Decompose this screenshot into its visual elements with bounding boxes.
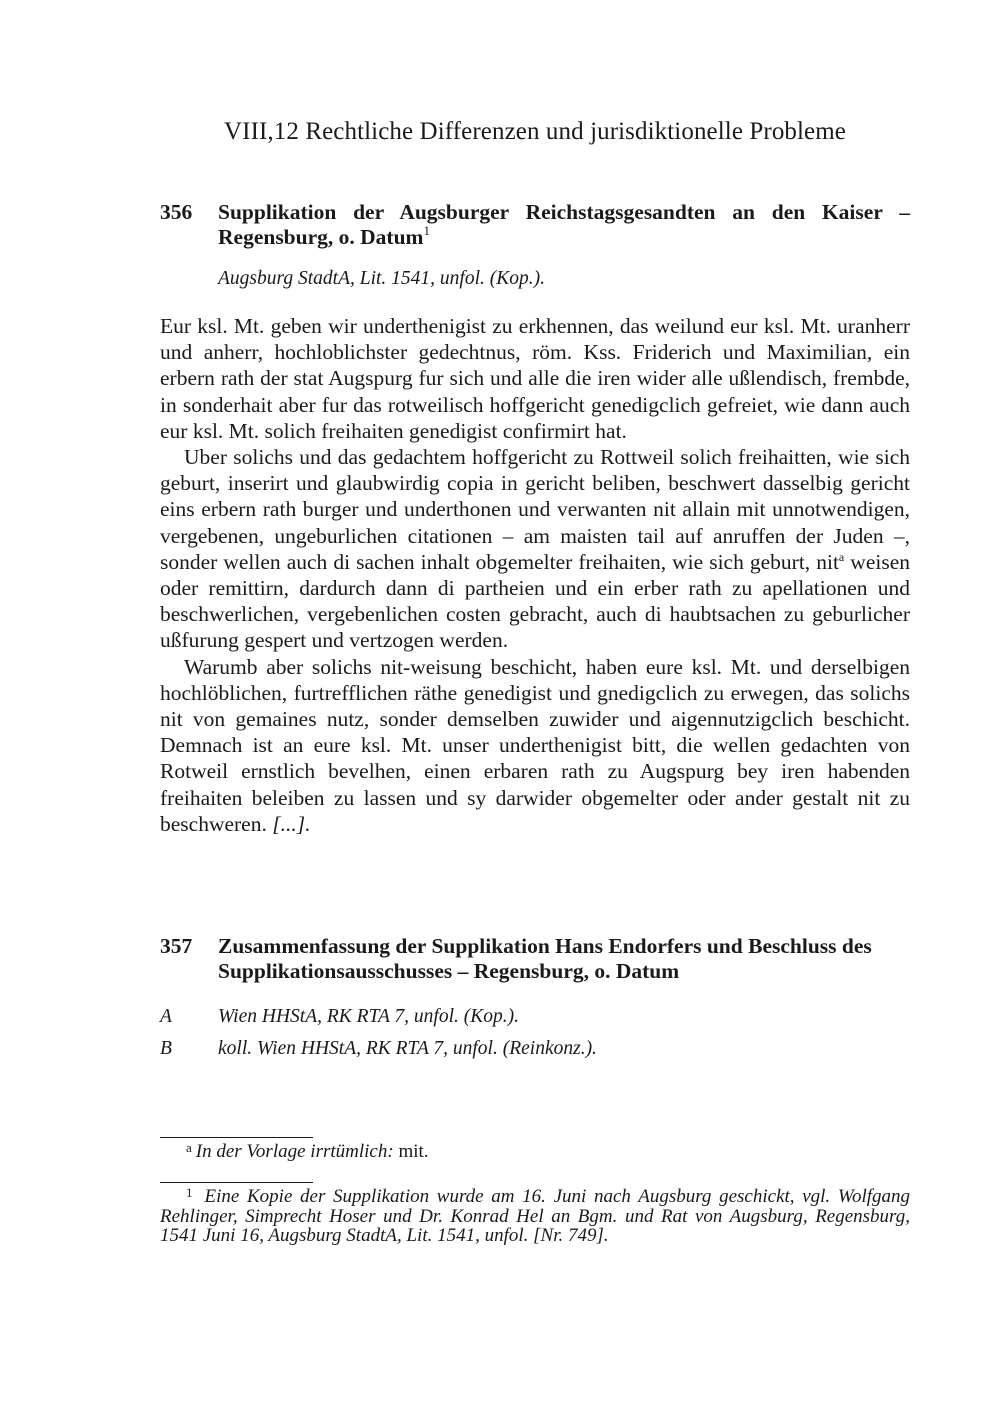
witness-a-siglum: A <box>160 1006 172 1027</box>
entry-357-number: 357 <box>160 934 193 958</box>
entry-356-heading <box>160 200 910 250</box>
omission-mark: [...]. <box>272 811 311 836</box>
witness-b-siglum: B <box>160 1038 172 1059</box>
witness-b <box>160 1038 597 1060</box>
body-paragraph-2-part-2: weisen oder remittirn, dardurch dann di partheien und ein erber rath zu apellationen und beschwerlichen, vergebenlichen costen gebracht, auch di haubtsachen zu geburlicher ußfurung gespert und vertzogen werden. <box>160 549 910 653</box>
body-paragraph-2-part-1: Uber solichs und das gedachtem hoffgericht zu Rottweil solich freihaitten, wie sich geburt, inserirt und glaubwirdig copia in gericht beliben, beschwert dasselbig gericht eins erbern rath burger und underthonen und verwanten nit allain mit unnotwendigen, vergebenen, ungeburlichen citationen – am maisten tail auf anruffen der Juden –, sonder wellen auch di sachen inhalt obgemelter freihaiten, wie sich geburt, nit <box>160 445 910 574</box>
entry-356-source: Augsburg StadtA, Lit. 1541, unfol. (Kop.). <box>218 268 545 289</box>
running-head: VIII,12 Rechtliche Differenzen und jurisdiktionelle Probleme <box>223 118 846 145</box>
footnote-a-mark: a <box>186 1140 192 1155</box>
witness-a-text: Wien HHStA, RK RTA 7, unfol. (Kop.). <box>218 1006 519 1027</box>
entry-356-title: Supplikation der Augsburger Reichstagsgesandten an den Kaiser – Regensburg, o. Datum <box>218 200 910 249</box>
entry-356-title-wrap <box>218 200 910 250</box>
footnote-rule-letters <box>160 1137 313 1138</box>
body-paragraph-2 <box>160 444 910 654</box>
footnote-1-text: Eine Kopie der Supplikation wurde am 16. Juni nach Augsburg geschickt, vgl. Wolfgang Rehlinger, Simprecht Hoser und Dr. Konrad Hel an Bgm. und Rat von Augsburg, Regensburg, 1541 Juni 16, Augsburg StadtA, Lit. 1541, unfol. [Nr. 749]. <box>160 1186 910 1246</box>
witness-b-text: koll. Wien HHStA, RK RTA 7, unfol. (Reinkonz.). <box>218 1038 597 1059</box>
entry-357-title: Zusammenfassung der Supplikation Hans Endorfers und Beschluss des Supplikationsausschusses – Regensburg, o. Datum <box>218 934 872 983</box>
footnote-ref-a[interactable]: a <box>838 549 845 564</box>
body-paragraph-3-text: Warumb aber solichs nit-weisung beschicht, haben eure ksl. Mt. und derselbigen hochlöblichen, furtrefflichen räthe genedigist und gnedigclich zu erwegen, das solichs nit von gemaines nutz, sonder demselben zuwider und aigennutzigclich beschicht. Demnach ist an eure ksl. Mt. unser underthenigist bitt, die wellen gedachten von Rotweil ernstlich bevelhen, einen erbaren rath zu Augspurg bey iren habenden freihaiten beleiben zu lassen und sy darwider obgemelter oder ander gestalt nit zu beschweren. <box>160 654 910 836</box>
entry-357-heading <box>160 934 910 984</box>
witness-a <box>160 1006 519 1028</box>
body-paragraph-1: Eur ksl. Mt. geben wir underthenigist zu erkhennen, das weilund eur ksl. Mt. uranherr und anherr, hochloblichster gedechtnus, röm. Kss. Friderich und Maximilian, ein erbern rath der stat Augspurg fur sich und alle die iren wider alle ußlendisch, frembde, in sonderhait aber fur das rotweilisch hoffgericht genedigclich gefreiet, wie dann auch eur ksl. Mt. solich freihaiten genedigist confirmirt hat. <box>160 314 910 443</box>
footnote-rule-numbers <box>160 1182 313 1183</box>
footnote-1 <box>160 1187 910 1246</box>
entry-356-number: 356 <box>160 200 193 224</box>
entry-356-body <box>160 313 910 837</box>
footnote-a <box>186 1141 429 1163</box>
footnote-1-mark: 1 <box>186 1185 193 1200</box>
footnote-a-text: mit. <box>393 1141 429 1162</box>
footnote-a-italic: In der Vorlage irrtümlich: <box>195 1141 394 1162</box>
footnote-ref-1[interactable]: 1 <box>423 223 430 238</box>
body-paragraph-3 <box>160 654 910 837</box>
